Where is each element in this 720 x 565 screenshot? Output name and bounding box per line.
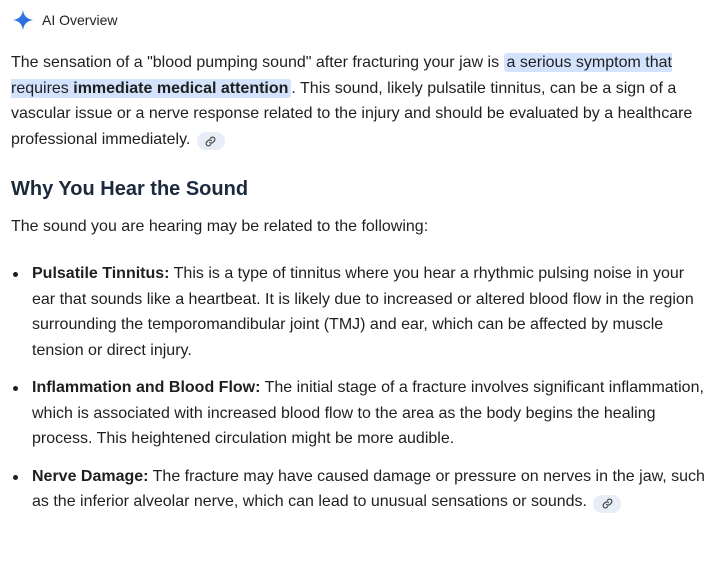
ai-overview-label: AI Overview xyxy=(42,12,118,28)
reasons-list xyxy=(11,261,708,515)
list-item-text: This is a type of tinnitus where you hear a rhythmic pulsing noise in your ear that sounds like a heartbeat. It is likely due to increased or altered blood flow in the region surrounding the temporomandibular joint (TMJ) and ear, which can be affected by muscle tension or direct injury. xyxy=(32,265,694,359)
section-title: Why You Hear the Sound xyxy=(11,178,249,200)
intro-text-start: The sensation of a "blood pumping sound" after fracturing your jaw is xyxy=(11,54,504,71)
bullet-dot xyxy=(13,272,18,277)
highlight-plain-text: a serious symptom that requires xyxy=(11,54,672,97)
bullet-dot xyxy=(13,386,18,391)
source-link-button[interactable] xyxy=(197,132,225,150)
list-item-term: Pulsatile Tinnitus: xyxy=(32,265,170,282)
list-item xyxy=(11,375,708,452)
link-icon xyxy=(205,136,216,147)
ai-overview-panel xyxy=(0,10,720,565)
list-item-term: Nerve Damage: xyxy=(32,467,149,485)
highlight-bold-text: immediate medical attention xyxy=(73,79,289,97)
list-item-text: The fracture may have caused damage or pressure on nerves in the jaw, such as the inferior alveolar nerve, which can lead to unusual sensations or sounds. xyxy=(32,467,705,510)
list-item xyxy=(11,261,708,363)
list-item-term: Inflammation and Blood Flow: xyxy=(32,379,261,396)
link-icon xyxy=(602,498,613,509)
source-link-button[interactable] xyxy=(593,495,621,513)
intro-paragraph xyxy=(11,50,708,152)
list-item xyxy=(11,464,708,515)
ai-overview-header xyxy=(11,10,708,30)
bullet-dot xyxy=(13,475,18,480)
section-lead: The sound you are hearing may be related to the following: xyxy=(11,218,429,235)
intro-text-end: . This sound, likely pulsatile tinnitus, can be a sign of a vascular issue or a nerve response related to the injury and should be evaluated by a healthcare professional immediately. xyxy=(11,79,693,148)
list-item-text: The initial stage of a fracture involves significant inflammation, which is associated with increased blood flow to the area as the body begins the healing process. This heightened circulation might be more audible. xyxy=(32,379,704,447)
sparkle-icon xyxy=(12,9,34,31)
